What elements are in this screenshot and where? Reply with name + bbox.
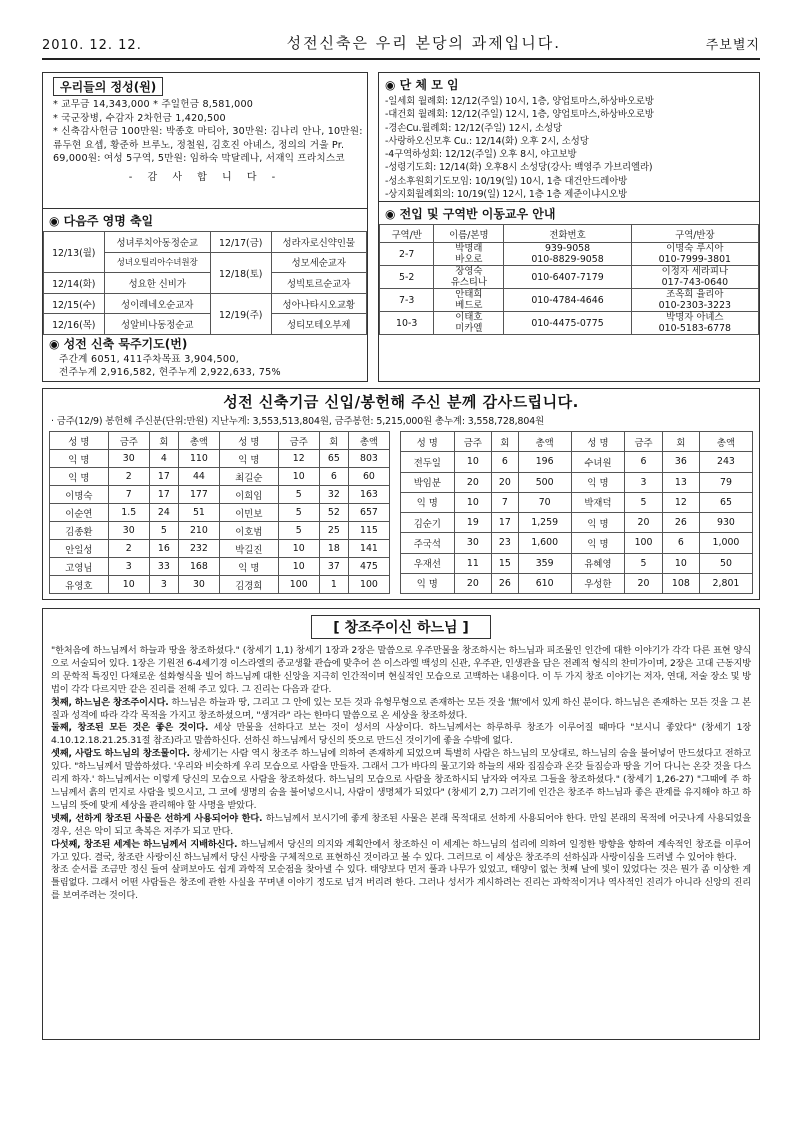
total: 51 xyxy=(178,504,219,522)
essay-heading: 다섯째, 창조된 세계는 하느님께서 지배하신다. xyxy=(51,838,238,850)
count: 17 xyxy=(149,486,178,504)
column-header: 회 xyxy=(492,432,519,452)
essay-text: 하느님께서 보시기에 좋게 창조된 사물은 본래 목적대로 선하게 사용되어야 한다. 만일 본래의 목적에 어긋나게 사용되었을 경우, 선은 악이 되고 축복은 저주가 되고 만다. xyxy=(51,812,751,837)
table-row xyxy=(401,492,753,512)
donor-name: 박재덕 xyxy=(571,492,625,512)
column-header: 총액 xyxy=(699,432,752,452)
essay-section xyxy=(42,608,760,1040)
column-header: 구역/반 xyxy=(380,225,434,243)
feast-date: 12/13(월) xyxy=(44,232,105,273)
count: 3 xyxy=(149,576,178,594)
count: 26 xyxy=(662,513,699,533)
column-header: 금주 xyxy=(108,432,149,450)
weekly-amount: 30 xyxy=(108,522,149,540)
feast-saint: 성알비나동정순교 xyxy=(104,314,210,335)
count: 108 xyxy=(662,573,699,593)
meetings-title: ◉ 단 체 모 임 xyxy=(385,78,459,92)
leader-cell xyxy=(631,312,758,335)
top-section xyxy=(42,72,760,382)
table-row xyxy=(50,522,390,540)
total: 110 xyxy=(178,450,219,468)
weekly-amount: 5 xyxy=(278,504,319,522)
total: 359 xyxy=(518,553,571,573)
count: 26 xyxy=(492,573,519,593)
feast-title: ◉ 다음주 영명 축일 xyxy=(49,214,154,228)
total: 177 xyxy=(178,486,219,504)
count: 12 xyxy=(662,492,699,512)
count: 17 xyxy=(149,468,178,486)
donor-name: 익 명 xyxy=(50,450,109,468)
donor-name: 익 명 xyxy=(571,513,625,533)
count: 6 xyxy=(492,452,519,472)
prayer-section xyxy=(43,335,367,381)
total: 65 xyxy=(699,492,752,512)
column-header: 금주 xyxy=(454,432,492,452)
table-row xyxy=(50,486,390,504)
table-row xyxy=(44,232,367,253)
header-label: 주보별지 xyxy=(705,38,760,53)
leader-phone: 010-5183-6778 xyxy=(658,323,732,335)
total: 243 xyxy=(699,452,752,472)
weekly-amount: 5 xyxy=(625,553,663,573)
phone: 939-9058 xyxy=(544,243,591,255)
feast-date: 12/17(금) xyxy=(210,232,271,253)
count: 65 xyxy=(319,450,348,468)
donor-table-right xyxy=(400,431,753,594)
weekly-amount: 5 xyxy=(625,492,663,512)
offering-section xyxy=(43,73,367,208)
count: 52 xyxy=(319,504,348,522)
meeting-line: -사랑하오신모후 Cu.: 12/14(화) 오후 2시, 소성당 xyxy=(385,135,589,147)
feast-date: 12/16(목) xyxy=(44,314,105,335)
table-row xyxy=(50,450,390,468)
donor-name: 익 명 xyxy=(50,468,109,486)
phone-cell: 010-4475-0775 xyxy=(504,312,631,335)
count: 10 xyxy=(662,553,699,573)
donor-name: 익 명 xyxy=(401,573,455,593)
count: 5 xyxy=(149,522,178,540)
weekly-amount: 100 xyxy=(625,533,663,553)
count: 20 xyxy=(492,472,519,492)
table-row xyxy=(401,472,753,492)
weekly-amount: 5 xyxy=(278,522,319,540)
feast-saint: 성빅토르순교자 xyxy=(271,273,367,294)
total: 141 xyxy=(348,540,389,558)
weekly-amount: 10 xyxy=(108,576,149,594)
table-row xyxy=(50,504,390,522)
feast-date: 12/18(토) xyxy=(210,252,271,293)
column-header: 전화번호 xyxy=(504,225,631,243)
total: 70 xyxy=(518,492,571,512)
table-row xyxy=(401,533,753,553)
name: 장영숙 xyxy=(455,266,483,278)
count: 1 xyxy=(319,576,348,594)
column-header: 금주 xyxy=(278,432,319,450)
left-column xyxy=(42,72,368,382)
count: 24 xyxy=(149,504,178,522)
total: 1,259 xyxy=(518,513,571,533)
total: 610 xyxy=(518,573,571,593)
donor-table-left xyxy=(49,431,390,594)
count: 4 xyxy=(149,450,178,468)
donor-name: 익 명 xyxy=(571,533,625,553)
total: 115 xyxy=(348,522,389,540)
essay-heading: 셋째, 사람도 하느님의 창조물이다. xyxy=(51,748,190,760)
count: 13 xyxy=(662,472,699,492)
column-header: 총액 xyxy=(518,432,571,452)
weekly-amount: 3 xyxy=(108,558,149,576)
donor-name: 우성한 xyxy=(571,573,625,593)
essay-text: 하느님께서 당신의 의지와 계획안에서 창조하신 이 세계는 하느님의 섭리에 의하여 일정한 방향을 향하여 계속적인 창조를 이루어가고 있다. 결국, 창조란 사랑이신 하느님께서 당신 사랑을 구체적으로 표현하신 것이라고 볼 수 있다. 그러므로 이 세상은 창조주의 선하심과 사랑이심을 드러낼 수 있어야 한다. xyxy=(51,838,751,863)
meeting-line: -대건회 월례회: 12/12(주일) 12시, 1층, 양업토마스,하상바오로방 xyxy=(385,109,654,121)
weekly-amount: 10 xyxy=(454,452,492,472)
essay-text: 하느님은 하늘과 땅, 그리고 그 안에 있는 모든 것과 유형무형으로 존재하는 모든 것을 '無'에서 있게 하신 분이다. 하느님은 존재하는 모든 것을 그 본질과 성격에 따라 각각 목적을 가지고 창조하셨으며, "생겨라" 라는 한마디 말씀으로 온 세상을 창조하셨다. xyxy=(51,696,751,721)
count: 7 xyxy=(492,492,519,512)
total: 475 xyxy=(348,558,389,576)
essay-text: 창세기는 사람 역시 창조주 하느님에 의하여 존재하게 되었으며 특별히 사람은 하느님의 모상대로, 하느님의 숨을 불어넣어 만드셨다고 전하고 있다. "하느님께서 말씀하셨다. '우리와 비슷하게 우리 모습으로 사람을 만들자. 그래서 그가 바다의 물고기와 하늘의 새와 집짐승과 온갖 들짐승과 땅을 기어 다니는 온갖 것을 다스리게 하자.' 하느님께서는 이렇게 당신의 모습으로 사람을 창조하셨다. 하느님의 모습으로 사람을 창조하시되 남자와 여자로 그들을 창조하셨다." (창세기 1,26-27) "그때에 주 하느님께서 흙의 먼지로 사람을 빚으시고, 그 코에 생명의 숨을 불어넣으시니, 사람이 생명체가 되었다" (창세기 2,7) 그러기에 인간은 창조주 하느님과 좋은 관계를 유지해야 하고 하느님의 뜻에 맞게 세상을 관리해야 할 사명을 받았다. xyxy=(51,748,751,811)
weekly-amount: 19 xyxy=(454,513,492,533)
leader: 조옥희 율리아 xyxy=(666,289,724,301)
zone-cell: 7-3 xyxy=(380,289,434,312)
table-header-row xyxy=(380,225,759,243)
leader: 박명자 아녜스 xyxy=(666,312,724,324)
donor-name: 이순연 xyxy=(50,504,109,522)
weekly-amount: 100 xyxy=(278,576,319,594)
donor-name: 박임분 xyxy=(401,472,455,492)
weekly-amount: 12 xyxy=(278,450,319,468)
table-row xyxy=(50,468,390,486)
meeting-line: -경손Cu.월례회: 12/12(주일) 12시, 소성당 xyxy=(385,122,562,134)
name-cell xyxy=(434,289,504,312)
essay-paragraph xyxy=(51,839,751,865)
donor-name: 이희임 xyxy=(219,486,278,504)
donor-name: 유혜영 xyxy=(571,553,625,573)
prayer-line: 전주누계 2,916,582, 현주누계 2,922,633, 75% xyxy=(59,367,281,378)
zone-cell: 5-2 xyxy=(380,266,434,289)
donor-name: 주국석 xyxy=(401,533,455,553)
name-cell xyxy=(434,243,504,266)
count: 18 xyxy=(319,540,348,558)
essay-paragraph xyxy=(51,697,751,723)
transfer-section xyxy=(379,201,759,335)
offering-line: * 신축감사헌금 100만원: 박종호 마티아, 30만원: 김나리 안나, 10만원: 류두현 요셉, 황준하 브루노, 정철원, 김호진 아녜스, 정의의 거울 Pr. 69,000원: 여성 5구역, 5만원: 임하숙 막달레나, 서재익 프라치스코 xyxy=(53,126,363,164)
baptismal-name: 미카엘 xyxy=(455,323,483,335)
table-header-row xyxy=(401,432,753,452)
meetings-section xyxy=(379,73,759,201)
offering-line: * 교무금 14,343,000 * 주일헌금 8,581,000 xyxy=(53,99,254,110)
count: 6 xyxy=(662,533,699,553)
feast-saint: 성아나타시오교황 xyxy=(271,293,367,314)
feast-date: 12/14(화) xyxy=(44,273,105,294)
total: 100 xyxy=(348,576,389,594)
total: 168 xyxy=(178,558,219,576)
header-motto: 성전신축은 우리 본당의 과제입니다. xyxy=(286,34,562,52)
name-cell xyxy=(434,312,504,335)
table-row xyxy=(50,558,390,576)
table-row xyxy=(380,243,759,266)
leader-phone: 010-2303-3223 xyxy=(658,300,732,312)
name: 이태호 xyxy=(455,312,483,324)
column-header: 금주 xyxy=(625,432,663,452)
essay-paragraph xyxy=(51,722,751,748)
donor-name: 익 명 xyxy=(571,472,625,492)
meeting-line: -4구역하성회: 12/12(주일) 오후 8시, 야고보방 xyxy=(385,149,577,161)
prayer-line: 주간계 6051, 411주차목표 3,904,500, xyxy=(59,354,240,365)
table-row xyxy=(44,273,367,294)
baptismal-name: 베드로 xyxy=(455,300,483,312)
table-row xyxy=(380,289,759,312)
essay-title: [ 창조주이신 하느님 ] xyxy=(311,615,491,639)
phone-cell xyxy=(504,243,631,266)
feast-saint: 성티모테오부제 xyxy=(271,314,367,335)
essay-paragraph: "한처음에 하느님께서 하늘과 땅을 창조하셨다." (창세기 1,1) 창세기 1장과 2장은 말씀으로 우주만물을 창조하시는 하느님과 피조물인 인간에 대한 이야기가 각각 다른 표현 양식으로 서술되어 있다. 1장은 기원전 6-4세기경 이스라엘의 종교생활 관습에 맞추어 쓴 이스라엘 백성의 신관, 우주관, 인생관을 담은 전례적 형식의 찬미가이며, 2장은 고대 근동지방의 문학적 특징인 다채로운 설화형식을 빌어 하느님께 대한 신앙을 지극히 인간적이며 현실적인 모습으로 고백하는 내용이다. 이 두 가지 창조 이야기는 저자, 연대, 저술 장소 및 방법이 각각 다르지만 같은 진리를 전해 주고 있다. 그 진리는 다음과 같다. xyxy=(51,645,752,695)
total: 500 xyxy=(518,472,571,492)
donor-name: 우재선 xyxy=(401,553,455,573)
name: 박명래 xyxy=(455,243,483,255)
meeting-line: -성소후원회기도모임: 10/19(일) 10시, 1층 대건안드레아방 xyxy=(385,175,628,187)
donor-name: 김순기 xyxy=(401,513,455,533)
donor-name: 익 명 xyxy=(219,450,278,468)
weekly-amount: 6 xyxy=(625,452,663,472)
leader-phone: 010-7999-3801 xyxy=(658,254,732,266)
weekly-amount: 10 xyxy=(454,492,492,512)
offering-line: * 국군장병, 수감자 2차헌금 1,420,500 xyxy=(53,112,226,124)
right-column xyxy=(378,72,760,382)
feast-saint: 성라자로신약인물 xyxy=(271,232,367,253)
weekly-amount: 10 xyxy=(278,558,319,576)
fund-summary: · 금주(12/9) 봉헌해 주신분(단위:만원) 지난누계: 3,553,513,804원, 금주봉헌: 5,215,000원 총누계: 3,558,728,804원 xyxy=(51,416,545,427)
table-row xyxy=(401,573,753,593)
total: 30 xyxy=(178,576,219,594)
weekly-amount: 1.5 xyxy=(108,504,149,522)
donor-name: 유영호 xyxy=(50,576,109,594)
count: 25 xyxy=(319,522,348,540)
prayer-title: ◉ 성전 신축 묵주기도(번) xyxy=(49,337,188,351)
count: 15 xyxy=(492,553,519,573)
donor-name: 수녀원 xyxy=(571,452,625,472)
total: 196 xyxy=(518,452,571,472)
meeting-line: -상지회월례회의: 10/19(일) 12시, 1층 1층 제준이냐시오방 xyxy=(385,189,627,201)
feast-date: 12/19(주) xyxy=(210,293,271,334)
total: 79 xyxy=(699,472,752,492)
feast-saint: 성모세순교자 xyxy=(271,252,367,273)
leader-cell xyxy=(631,266,758,289)
column-header: 회 xyxy=(319,432,348,450)
count: 32 xyxy=(319,486,348,504)
leader-cell xyxy=(631,243,758,266)
count: 17 xyxy=(492,513,519,533)
feast-table xyxy=(43,231,367,335)
table-row xyxy=(401,452,753,472)
count: 33 xyxy=(149,558,178,576)
weekly-amount: 11 xyxy=(454,553,492,573)
fund-section xyxy=(42,388,760,600)
column-header: 이름/본명 xyxy=(434,225,504,243)
weekly-amount: 20 xyxy=(625,513,663,533)
total: 163 xyxy=(348,486,389,504)
count: 23 xyxy=(492,533,519,553)
zone-cell: 2-7 xyxy=(380,243,434,266)
essay-paragraph xyxy=(51,813,751,839)
table-row xyxy=(50,540,390,558)
baptismal-name: 바오로 xyxy=(455,254,483,266)
total: 2,801 xyxy=(699,573,752,593)
column-header: 총액 xyxy=(178,432,219,450)
name: 안태희 xyxy=(455,289,483,301)
phone-cell: 010-4784-4646 xyxy=(504,289,631,312)
essay-text: 세상 만물을 선하다고 보는 것이 성서의 사상이다. 하느님께서는 하루하루 창조가 이루어질 때마다 "보시니 좋았다" (창세기 1장 4.10.12.18.21.25.31절 참조)라고 말씀하신다. 선하신 하느님께서 당신의 뜻으로 만드신 것이기에 좋을 수밖에 없다. xyxy=(51,722,752,747)
donor-name: 익 명 xyxy=(219,558,278,576)
donor-name: 박길진 xyxy=(219,540,278,558)
weekly-amount: 10 xyxy=(278,468,319,486)
table-row xyxy=(401,553,753,573)
weekly-amount: 3 xyxy=(625,472,663,492)
meeting-line: -일세회 월례회: 12/12(주일) 10시, 1층, 양업토마스,하상바오로방 xyxy=(385,96,654,107)
feast-saint: 성이레네오순교자 xyxy=(104,293,210,314)
donor-name: 익 명 xyxy=(401,492,455,512)
weekly-amount: 10 xyxy=(278,540,319,558)
column-header: 총액 xyxy=(348,432,389,450)
leader: 이정자 세라피나 xyxy=(661,266,729,278)
donor-name: 전두일 xyxy=(401,452,455,472)
donor-name: 이민보 xyxy=(219,504,278,522)
name-cell xyxy=(434,266,504,289)
count: 36 xyxy=(662,452,699,472)
feast-saint: 성녀루치아동정순교 xyxy=(104,232,210,253)
offering-thanks: - 감 사 합 니 다 - xyxy=(128,171,282,183)
weekly-amount: 30 xyxy=(108,450,149,468)
baptismal-name: 유스티나 xyxy=(450,277,487,289)
page-header xyxy=(42,36,760,60)
offering-title: 우리들의 정성(원) xyxy=(53,77,163,96)
weekly-amount: 20 xyxy=(454,472,492,492)
count: 6 xyxy=(319,468,348,486)
weekly-amount: 2 xyxy=(108,540,149,558)
zone-cell: 10-3 xyxy=(380,312,434,335)
donor-name: 김경희 xyxy=(219,576,278,594)
column-header: 회 xyxy=(662,432,699,452)
table-header-row xyxy=(50,432,390,450)
essay-paragraph: 창조 순서를 조금만 정신 들여 살펴보아도 쉽게 과학적 모순점을 찾아낼 수 있다. 태양보다 먼저 풀과 나무가 있었고, 태양이 없는 첫째 날에 빛이 있었다는 것은 뭔가 좀 이상한 게 틀림없다. 그래서 어떤 사람들은 창조에 관한 사실을 꾸며낸 이야기 정도로 넘겨 버리려 한다. 그러나 성서가 계시하려는 진리는 과학적이거나 역사적인 진리가 아니라 신앙의 진리를 보여주려는 것이다. xyxy=(51,864,751,902)
leader: 이명숙 루시아 xyxy=(666,243,724,255)
column-header: 성 명 xyxy=(219,432,278,450)
total: 210 xyxy=(178,522,219,540)
column-header: 성 명 xyxy=(571,432,625,452)
donor-name: 이명숙 xyxy=(50,486,109,504)
leader-phone: 017-743-0640 xyxy=(661,277,729,289)
table-row xyxy=(380,312,759,335)
feast-section xyxy=(43,208,367,335)
donor-name: 고영님 xyxy=(50,558,109,576)
total: 803 xyxy=(348,450,389,468)
donor-name: 김종환 xyxy=(50,522,109,540)
count: 37 xyxy=(319,558,348,576)
total: 1,600 xyxy=(518,533,571,553)
column-header: 회 xyxy=(149,432,178,450)
column-header: 성 명 xyxy=(401,432,455,452)
feast-saint: 성요한 신비가 xyxy=(104,273,210,294)
essay-heading: 둘째, 창조된 모든 것은 좋은 것이다. xyxy=(51,722,209,734)
essay-heading: 넷째, 선하게 창조된 사물은 선하게 사용되어야 한다. xyxy=(51,812,263,824)
donor-name: 이호범 xyxy=(219,522,278,540)
feast-date: 12/15(수) xyxy=(44,293,105,314)
column-header: 구역/반장 xyxy=(631,225,758,243)
column-header: 성 명 xyxy=(50,432,109,450)
feast-saint: 성녀오틸리아수녀원장 xyxy=(104,252,210,273)
weekly-amount: 20 xyxy=(625,573,663,593)
table-row xyxy=(50,576,390,594)
transfer-title: ◉ 전입 및 구역반 이동교우 안내 xyxy=(385,207,556,222)
phone-cell: 010-6407-7179 xyxy=(504,266,631,289)
total: 232 xyxy=(178,540,219,558)
table-row xyxy=(44,314,367,335)
total: 1,000 xyxy=(699,533,752,553)
count: 16 xyxy=(149,540,178,558)
transfer-table xyxy=(379,224,759,335)
weekly-amount: 30 xyxy=(454,533,492,553)
fund-title: 성전 신축기금 신입/봉헌해 주신 분께 감사드립니다. xyxy=(223,393,579,411)
total: 44 xyxy=(178,468,219,486)
header-date: 2010. 12. 12. xyxy=(42,38,142,53)
leader-cell xyxy=(631,289,758,312)
total: 657 xyxy=(348,504,389,522)
weekly-amount: 20 xyxy=(454,573,492,593)
total: 50 xyxy=(699,553,752,573)
table-row xyxy=(401,513,753,533)
weekly-amount: 7 xyxy=(108,486,149,504)
donor-name: 안일성 xyxy=(50,540,109,558)
fund-tables xyxy=(43,431,759,594)
phone: 010-8829-9058 xyxy=(531,254,604,266)
donor-name: 최길순 xyxy=(219,468,278,486)
weekly-amount: 5 xyxy=(278,486,319,504)
table-row xyxy=(44,293,367,314)
weekly-amount: 2 xyxy=(108,468,149,486)
meeting-line: -성령기도회: 12/14(화) 오후8시 소성당(강사: 백영주 가브리엘라) xyxy=(385,162,653,174)
total: 60 xyxy=(348,468,389,486)
table-row xyxy=(380,266,759,289)
essay-paragraph xyxy=(51,748,751,813)
total: 930 xyxy=(699,513,752,533)
essay-heading: 첫째, 하느님은 창조주이시다. xyxy=(51,696,169,708)
bulletin-page xyxy=(42,36,760,1040)
